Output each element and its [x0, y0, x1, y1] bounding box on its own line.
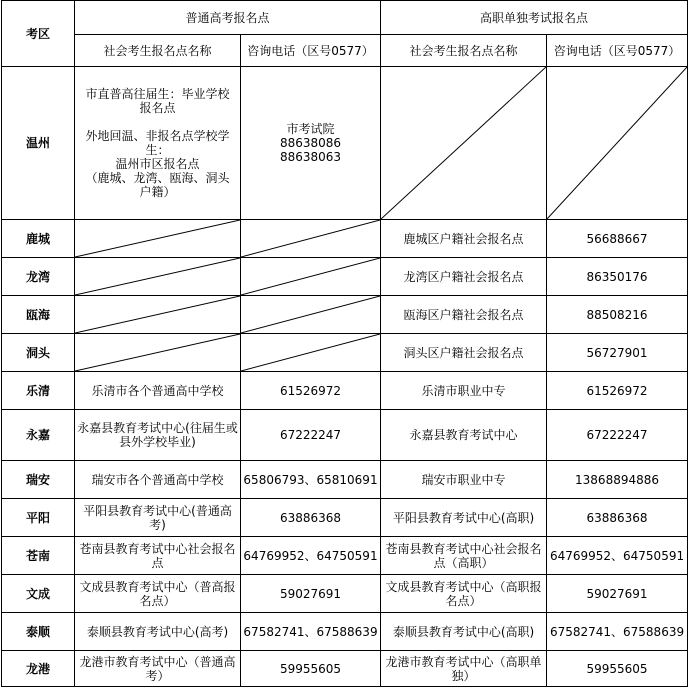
site2-cell: 瑞安市职业中专 — [381, 461, 547, 499]
site2-cell: 鹿城区户籍社会报名点 — [381, 220, 547, 258]
site2-cell: 龙港市教育考试中心（高职单独） — [381, 651, 547, 687]
site2-cell: 瓯海区户籍社会报名点 — [381, 296, 547, 334]
empty-slash-cell — [381, 67, 547, 220]
wenzhou-phone-line1: 市考试院 — [286, 122, 335, 136]
empty-slash-cell — [75, 220, 241, 258]
area-cell: 苍南 — [2, 537, 75, 575]
site-cell: 瑞安市各个普通高中学校 — [75, 461, 241, 499]
table-row — [2, 499, 688, 537]
site-cell: 永嘉县教育考试中心(往届生或县外学校毕业) — [75, 410, 241, 461]
empty-slash-cell — [241, 334, 381, 372]
phone-cell: 67582741、67588639 — [241, 613, 381, 651]
table-row — [2, 258, 688, 296]
phone2-cell: 13868894886 — [547, 461, 688, 499]
empty-slash-cell — [241, 220, 381, 258]
diagonal-line — [241, 258, 380, 295]
wenzhou-site-line1: 市直普高往届生：毕业学校报名点 — [85, 87, 230, 115]
phone2-cell: 56688667 — [547, 220, 688, 258]
phone2-cell: 88508216 — [547, 296, 688, 334]
header-row-2 — [2, 35, 688, 67]
area-cell: 乐清 — [2, 372, 75, 410]
diagonal-line — [75, 334, 240, 371]
phone2-cell: 59027691 — [547, 575, 688, 613]
phone-cell: 59027691 — [241, 575, 381, 613]
diagonal-line — [241, 334, 380, 371]
area-cell: 洞头 — [2, 334, 75, 372]
phone2-cell: 86350176 — [547, 258, 688, 296]
wenzhou-phone-line3: 88638063 — [279, 150, 342, 164]
header-col-phone: 咨询电话（区号0577） — [241, 35, 381, 67]
phone-cell: 61526972 — [241, 372, 381, 410]
site-cell: 泰顺县教育考试中心(高考) — [75, 613, 241, 651]
header-area: 考区 — [2, 1, 75, 67]
diagonal-line — [75, 258, 240, 295]
diagonal-line — [241, 296, 380, 333]
site-cell: 文成县教育考试中心（普高报名点） — [75, 575, 241, 613]
site2-cell: 文成县教育考试中心（高职报名点） — [381, 575, 547, 613]
header-col-phone2: 咨询电话（区号0577） — [547, 35, 688, 67]
table-row — [2, 651, 688, 687]
registration-table — [1, 0, 688, 687]
header-gaozhi: 高职单独考试报名点 — [381, 1, 688, 35]
phone2-cell: 61526972 — [547, 372, 688, 410]
table-row — [2, 575, 688, 613]
phone-cell: 67222247 — [241, 410, 381, 461]
site2-cell: 永嘉县教育考试中心 — [381, 410, 547, 461]
header-col-site2: 社会考生报名点名称 — [381, 35, 547, 67]
diagonal-line — [547, 67, 687, 219]
empty-slash-cell — [241, 258, 381, 296]
site-cell: 乐清市各个普通高中学校 — [75, 372, 241, 410]
empty-slash-cell — [75, 334, 241, 372]
phone2-cell: 59955605 — [547, 651, 688, 687]
table-row — [2, 537, 688, 575]
table-row — [2, 334, 688, 372]
table-row — [2, 220, 688, 258]
phone2-cell: 56727901 — [547, 334, 688, 372]
empty-slash-cell — [75, 258, 241, 296]
site-cell: 龙港市教育考试中心（普通高考） — [75, 651, 241, 687]
wenzhou-phone-line2: 88638086 — [279, 136, 342, 150]
phone2-cell: 67582741、67588639 — [547, 613, 688, 651]
site2-cell: 龙湾区户籍社会报名点 — [381, 258, 547, 296]
wenzhou-site-line2: 外地回温、非报名点学校学生： — [85, 129, 230, 157]
area-cell: 温州 — [2, 67, 75, 220]
header-row-1 — [2, 1, 688, 35]
empty-slash-cell — [547, 67, 688, 220]
wenzhou-site-cell — [75, 67, 241, 220]
empty-slash-cell — [241, 296, 381, 334]
area-cell: 文成 — [2, 575, 75, 613]
area-cell: 鹿城 — [2, 220, 75, 258]
table-row — [2, 613, 688, 651]
phone2-cell: 67222247 — [547, 410, 688, 461]
diagonal-line — [381, 67, 546, 219]
diagonal-line — [75, 220, 240, 257]
wenzhou-site-gap — [81, 115, 234, 129]
wenzhou-phone-cell — [241, 67, 381, 220]
area-cell: 泰顺 — [2, 613, 75, 651]
site2-cell: 苍南县教育考试中心社会报名点（高职） — [381, 537, 547, 575]
wenzhou-site-line3: 温州市区报名点 — [115, 157, 200, 171]
area-cell: 平阳 — [2, 499, 75, 537]
table-row — [2, 461, 688, 499]
phone2-cell: 64769952、64750591 — [547, 537, 688, 575]
site2-cell: 泰顺县教育考试中心(高职) — [381, 613, 547, 651]
wenzhou-site-line4: （鹿城、龙湾、瓯海、洞头户籍） — [85, 171, 230, 199]
phone2-cell: 63886368 — [547, 499, 688, 537]
site-cell: 苍南县教育考试中心社会报名点 — [75, 537, 241, 575]
site-cell: 平阳县教育考试中心(普通高考) — [75, 499, 241, 537]
table-row-wenzhou — [2, 67, 688, 220]
phone-cell: 65806793、65810691 — [241, 461, 381, 499]
area-cell: 永嘉 — [2, 410, 75, 461]
header-col-site: 社会考生报名点名称 — [75, 35, 241, 67]
site2-cell: 乐清市职业中专 — [381, 372, 547, 410]
diagonal-line — [75, 296, 240, 333]
table-row — [2, 410, 688, 461]
area-cell: 瓯海 — [2, 296, 75, 334]
header-gaokao: 普通高考报名点 — [75, 1, 381, 35]
diagonal-line — [241, 220, 380, 257]
phone-cell: 59955605 — [241, 651, 381, 687]
area-cell: 龙湾 — [2, 258, 75, 296]
table-row — [2, 296, 688, 334]
table-row — [2, 372, 688, 410]
site2-cell: 平阳县教育考试中心(高职) — [381, 499, 547, 537]
area-cell: 瑞安 — [2, 461, 75, 499]
phone-cell: 63886368 — [241, 499, 381, 537]
area-cell: 龙港 — [2, 651, 75, 687]
site2-cell: 洞头区户籍社会报名点 — [381, 334, 547, 372]
phone-cell: 64769952、64750591 — [241, 537, 381, 575]
empty-slash-cell — [75, 296, 241, 334]
